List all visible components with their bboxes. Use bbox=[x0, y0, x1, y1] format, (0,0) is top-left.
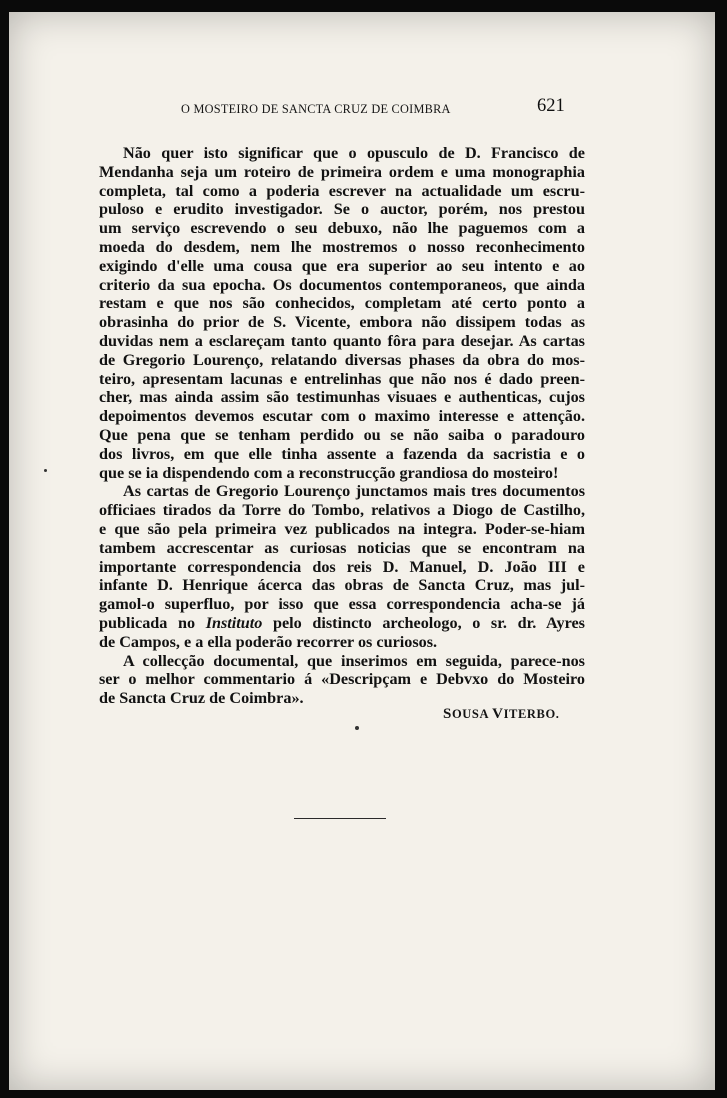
text-line: completa, tal como a poderia escrever na actualidade um escru- bbox=[99, 181, 585, 200]
text-line: As cartas de Gregorio Lourenço junctamos mais tres documentos bbox=[123, 482, 585, 501]
text-line: de Campos, e a ella poderão recorrer os curiosos. bbox=[99, 632, 438, 651]
running-head: O MOSTEIRO DE SANCTA CRUZ DE COIMBRA bbox=[181, 102, 451, 116]
text-line: criterio da sua epocha. Os documentos contemporaneos, que ainda bbox=[99, 275, 585, 294]
text-line-with-italic bbox=[99, 614, 585, 633]
text-line: que se ia dispendendo com a reconstrucção grandiosa do mosteiro! bbox=[99, 463, 559, 482]
text-line: gamol-o superfluo, por isso que essa correspondencia acha-se já bbox=[99, 595, 585, 614]
text-line: puloso e erudito investigador. Se o auctor, porém, nos prestou bbox=[99, 200, 585, 219]
text-line: Não quer isto significar que o opusculo de D. Francisco de bbox=[123, 144, 585, 162]
ink-speck bbox=[44, 469, 47, 472]
text-line: Que pena que se tenham perdido ou se não saiba o paradouro bbox=[99, 425, 585, 444]
text-line: depoimentos devemos escutar com o maximo interesse e attenção. bbox=[99, 407, 585, 426]
paragraph-1 bbox=[99, 144, 585, 482]
author-signature: SOUSA VITERBO. bbox=[443, 706, 560, 722]
page bbox=[9, 12, 715, 1090]
text-line: duvidas nem a esclareçam tanto quanto fôra para desejar. As cartas bbox=[99, 331, 585, 350]
text-line: obrasinha do prior de S. Vicente, embora não dissipem todas as bbox=[99, 313, 585, 332]
paragraph-3 bbox=[99, 652, 585, 708]
text-line: dos livros, em que elle tinha assente a fazenda da sacristia e o bbox=[99, 444, 585, 463]
text-line: de Sancta Cruz de Coimbra». bbox=[99, 689, 304, 708]
page-header bbox=[9, 94, 715, 124]
text-line: teiro, apresentam lacunas e entrelinhas que não nos é dado preen- bbox=[99, 369, 585, 388]
text-line: officiaes tirados da Torre do Tombo, relativos a Diogo de Castilho, bbox=[99, 501, 585, 520]
text-line: de Gregorio Lourenço, relatando diversas phases da obra do mos- bbox=[99, 350, 585, 369]
text-line: restam e que nos são conhecidos, completam até certo ponto a bbox=[99, 294, 585, 313]
text-line: importante correspondencia dos reis D. Manuel, D. João III e bbox=[99, 557, 585, 576]
paragraph-2 bbox=[99, 482, 585, 651]
section-divider-rule bbox=[294, 818, 386, 819]
text-line: Mendanha seja um roteiro de primeira ordem e uma monographia bbox=[99, 162, 585, 181]
page-number: 621 bbox=[537, 96, 565, 116]
text-line: exigindo d'elle uma cousa que era superior ao seu intento e ao bbox=[99, 256, 585, 275]
body-text bbox=[99, 144, 585, 708]
text-line: ser o melhor commentario á «Descripçam e Debvxo do Mosteiro bbox=[99, 670, 585, 689]
text-line: e que são pela primeira vez publicados na integra. Poder-se-hiam bbox=[99, 519, 585, 538]
text-line: tambem accrescentar as curiosas noticias que se encontram na bbox=[99, 538, 585, 557]
text-line: cher, mas ainda assim são testimunhas visuaes e authenticas, cujos bbox=[99, 388, 585, 407]
italic-title: Instituto bbox=[205, 613, 263, 632]
text-line: moeda do desdem, nem lhe mostremos o nosso reconhecimento bbox=[99, 237, 585, 256]
text-fragment: pelo distincto archeologo, o sr. dr. Ayres bbox=[262, 613, 585, 632]
text-line: A collecção documental, que inserimos em seguida, parece-nos bbox=[123, 651, 585, 670]
text-fragment: publicada no bbox=[99, 613, 206, 632]
ink-speck bbox=[355, 726, 359, 730]
text-line: um serviço escrevendo o seu debuxo, não lhe paguemos com a bbox=[99, 219, 585, 238]
text-line: infante D. Henrique ácerca das obras de Sancta Cruz, mas jul- bbox=[99, 576, 585, 595]
